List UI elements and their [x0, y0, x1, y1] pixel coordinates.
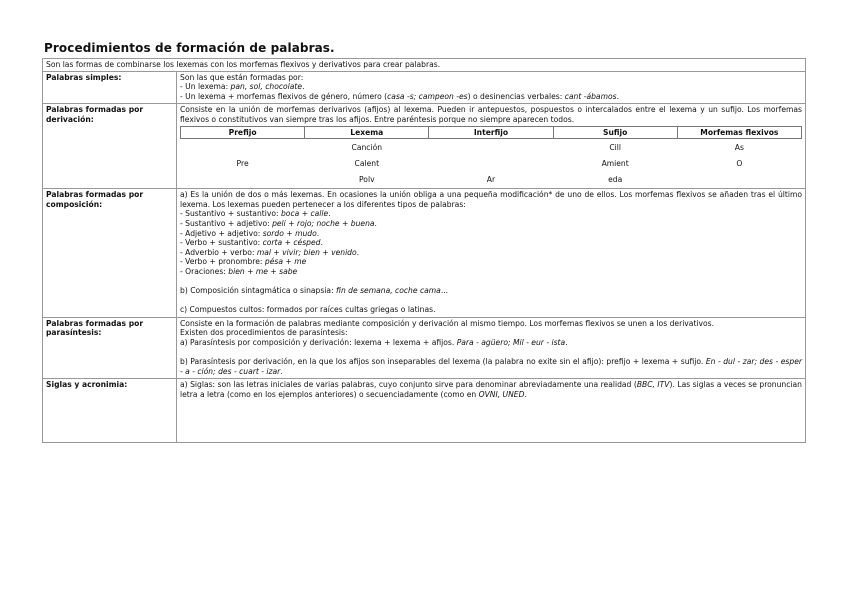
simples-line3: - Un lexema + morfemas flexivos de género, número (casa -s; campeon -es) o desinencias verbales: cant -ábamos.: [180, 91, 620, 101]
example-text: casa -s; campeon -es: [387, 91, 468, 101]
example-text: En - dul - zar; des - esper - a - ción; des - cuart - izar: [180, 357, 803, 376]
parasintesis-a: a) Parasíntesis por composición y derivación: lexema + lexema + afijos. Para - agüero; Mil - eur - ista.: [180, 338, 568, 348]
derivacion-text: Consiste en la unión de morfemas derivarivos (afijos) al lexema. Pueden ir antepuestos, pospuestos o intercalados entre el lexema y un sufijo. Los morfemas flexivos o constitutivos van siempre tras los afijos. Entre paréntesis porque no siempre aparecen todos.: [180, 105, 802, 124]
parasintesis-text2: Existen dos procedimientos de parasíntesis:: [180, 328, 348, 338]
example-text: pan, sol, chocolate: [230, 82, 303, 92]
table-row: [181, 156, 802, 172]
simples-line2: - Un lexema: pan, sol, chocolate.: [180, 82, 305, 92]
example-text: fin de semana, coche cama: [336, 286, 441, 296]
table-cell: [181, 172, 305, 188]
label-derivacion: Palabras formadas por derivación:: [43, 104, 177, 189]
table-cell: O: [736, 159, 743, 169]
list-item: - Adjetivo + adjetivo: sordo + mudo.: [180, 228, 320, 238]
example-text: peli + rojo; noche + buena: [272, 218, 375, 228]
example-text: pésa + me: [264, 257, 307, 267]
composicion-c-text: c) Compuestos cultos: formados por raíces cultas griegas o latinas.: [180, 305, 436, 315]
table-cell: [181, 139, 305, 157]
row-simples: [43, 71, 806, 104]
header-prefijo: Prefijo: [181, 126, 305, 139]
table-cell: Amient: [601, 159, 629, 169]
list-item: - Sustantivo + adjetivo: peli + rojo; noche + buena.: [180, 218, 377, 228]
label-siglas: Siglas y acronimia:: [43, 379, 177, 443]
list-item: - Verbo + sustantivo: corta + césped.: [180, 238, 323, 248]
header-sufijo: Sufijo: [553, 126, 677, 139]
content-composicion: [177, 189, 806, 318]
example-text: BBC, ITV: [636, 380, 670, 390]
table-cell: As: [734, 143, 744, 153]
composicion-a-text: a) Es la unión de dos o más lexemas. En ocasiones la unión obliga a una pequeña modificación* de uno de ellos. Los morfemas flexivos se añaden tras el último lexema. Los lexemas pueden pertenecer a los diferentes tipos de palabras:: [180, 190, 802, 209]
table-cell: Calent: [354, 159, 380, 169]
list-item: - Oraciones: bien + me + sabe: [180, 266, 298, 276]
table-cell: [677, 172, 801, 188]
table-cell: Pre: [236, 159, 249, 169]
example-text: bien + me + sabe: [228, 266, 298, 276]
content-simples: [177, 71, 806, 104]
row-derivacion: [43, 104, 806, 189]
morpheme-table: [180, 126, 802, 189]
example-text: Para - agüero; Mil - eur - ista: [456, 338, 566, 348]
table-cell: Polv: [359, 175, 375, 185]
parasintesis-text1: Consiste en la formación de palabras mediante composición y derivación al mismo tiempo. Los morfemas flexivos se unen a los derivativos.: [180, 318, 715, 328]
header-interfijo: Interfijo: [429, 126, 553, 139]
table-row: [181, 139, 802, 157]
composicion-b-text: b) Composición sintagmática o sinapsia: fin de semana, coche cama...: [180, 286, 449, 296]
example-text: corta + césped: [262, 238, 321, 248]
list-item: - Verbo + pronombre: pésa + me: [180, 257, 307, 267]
page-title: Procedimientos de formación de palabras.: [44, 41, 335, 55]
row-parasintesis: [43, 317, 806, 379]
row-composicion: [43, 189, 806, 318]
label-parasintesis: Palabras formadas por parasíntesis:: [43, 317, 177, 379]
table-row: [181, 172, 802, 188]
table-cell: Cill: [609, 143, 621, 153]
table-cell: [429, 156, 553, 172]
example-text: cant -ábamos: [564, 91, 617, 101]
example-text: sordo + mudo: [262, 228, 317, 238]
example-text: boca + calle: [280, 209, 329, 219]
table-cell: eda: [608, 175, 623, 185]
example-text: mal + vivir; bien + venido: [256, 247, 357, 257]
simples-line1: Son las que están formadas por:: [180, 72, 304, 82]
row-siglas: [43, 379, 806, 443]
list-item: - Adverbio + verbo: mal + vivir; bien + venido.: [180, 247, 360, 257]
example-text: OVNI, UNED: [478, 390, 525, 400]
content-derivacion: [177, 104, 806, 189]
intro-text: Son las formas de combinarse los lexemas con los morfemas flexivos y derivativos para crear palabras.: [43, 59, 806, 72]
label-simples: Palabras simples:: [43, 71, 177, 104]
label-composicion: Palabras formadas por composición:: [43, 189, 177, 318]
list-item: - Sustantivo + sustantivo: boca + calle.: [180, 209, 331, 219]
content-siglas: [177, 379, 806, 443]
header-lexema: Lexema: [305, 126, 429, 139]
siglas-text: a) Siglas: son las letras iniciales de varias palabras, cuyo conjunto sirve para denominar abreviadamente una realidad (BBC, ITV). Las siglas a veces se pronuncian letra a letra (como en los ejemplos anteriores) o secuenciadamente (como en OVNI, UNED.: [180, 380, 802, 400]
header-morfemas-flexivos: Morfemas flexivos: [677, 126, 801, 139]
table-cell: Ar: [486, 175, 496, 185]
content-parasintesis: [177, 317, 806, 379]
table-cell: Canción: [351, 143, 383, 153]
table-cell: [429, 139, 553, 157]
formation-table: [42, 58, 806, 443]
parasintesis-b: b) Parasíntesis por derivación, en la que los afijos son inseparables del lexema (la palabra no exite sin el afijo): prefijo + lexema + sufijo. En - dul - zar; des - esper - a - ción; des - cuart - izar.: [180, 357, 803, 376]
